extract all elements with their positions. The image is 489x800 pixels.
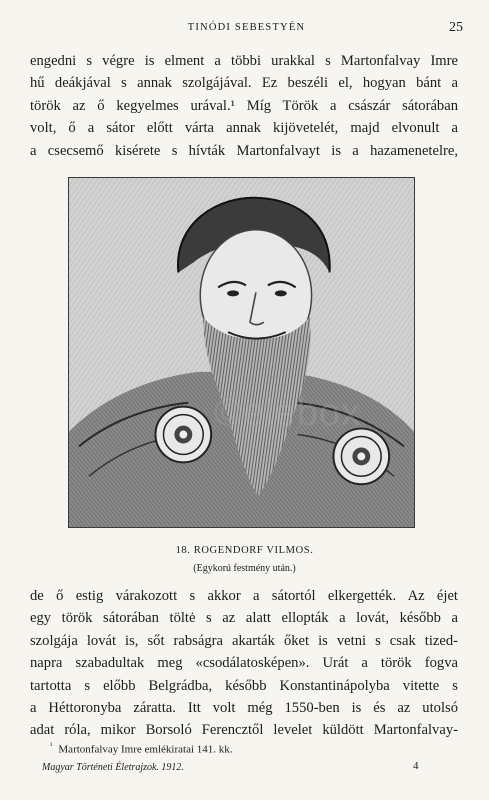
text-line: engedni s végre is elment a többi urakkal s Martonfalvay Imre — [30, 53, 458, 69]
text-line: hű deákjával s annak szolgájával. Ez beszéli el, hogyan bánt a — [30, 75, 458, 92]
text-line: a Héttoronyba záratta. Itt volt még 1550-ben is és az utolsó — [30, 699, 458, 716]
paragraph-bottom — [30, 585, 458, 742]
text-line: adat róla, mikor Borsoló Ferencztől levelet küldött Martonfalvay- — [30, 722, 458, 739]
text-line: a csecsemő kisérete s hívták Martonfalvayt is a hazamenetelre, — [30, 142, 458, 159]
left-medallion — [155, 407, 211, 463]
footnote-marker: ¹ — [50, 741, 53, 750]
footnote — [50, 741, 233, 756]
running-head — [30, 20, 463, 40]
running-title: TINÓDI SEBESTYÉN — [187, 22, 306, 33]
text-line: volt, ő a sátor előtt várta annak kijövetelét, majd elvonult a — [30, 120, 458, 137]
portrait-engraving — [68, 177, 415, 528]
text-line: török az ő kegyelmes urával.¹ Míg Török a császár sátorában — [30, 97, 458, 114]
portrait-illustration — [69, 178, 414, 527]
watermark: ©elebox — [214, 392, 361, 434]
text-line: napra szabadultak meg «csodálatosképen». Urát a török fogva — [30, 655, 458, 672]
imprint: Magyar Történeti Életrajzok. 1912. — [42, 762, 184, 773]
figure-caption-title: 18. ROGENDORF VILMOS. — [175, 545, 314, 556]
text-line: egy török sátorában töltė s az alatt ellopták a lovát, később a — [30, 610, 458, 627]
paragraph-top — [30, 50, 458, 162]
text-line: de ő estig várakozott s akkor a sátortól elkergették. Az éjet — [30, 588, 458, 604]
page-number: 25 — [449, 20, 463, 35]
figure-caption-subtitle: (Egykorú festmény után.) — [193, 563, 296, 574]
footnote-text: Martonfalvay Imre emlékiratai 141. kk. — [58, 743, 233, 756]
text-line: szolgája lovát is, sőt rabságra akarták őket is vetni s csak tized- — [30, 632, 458, 649]
right-medallion — [333, 429, 389, 485]
signature-mark: 4 — [413, 760, 419, 772]
text-line: tartotta s előbb Belgrádba, később Konstantinápolyba vitette s — [30, 677, 458, 694]
